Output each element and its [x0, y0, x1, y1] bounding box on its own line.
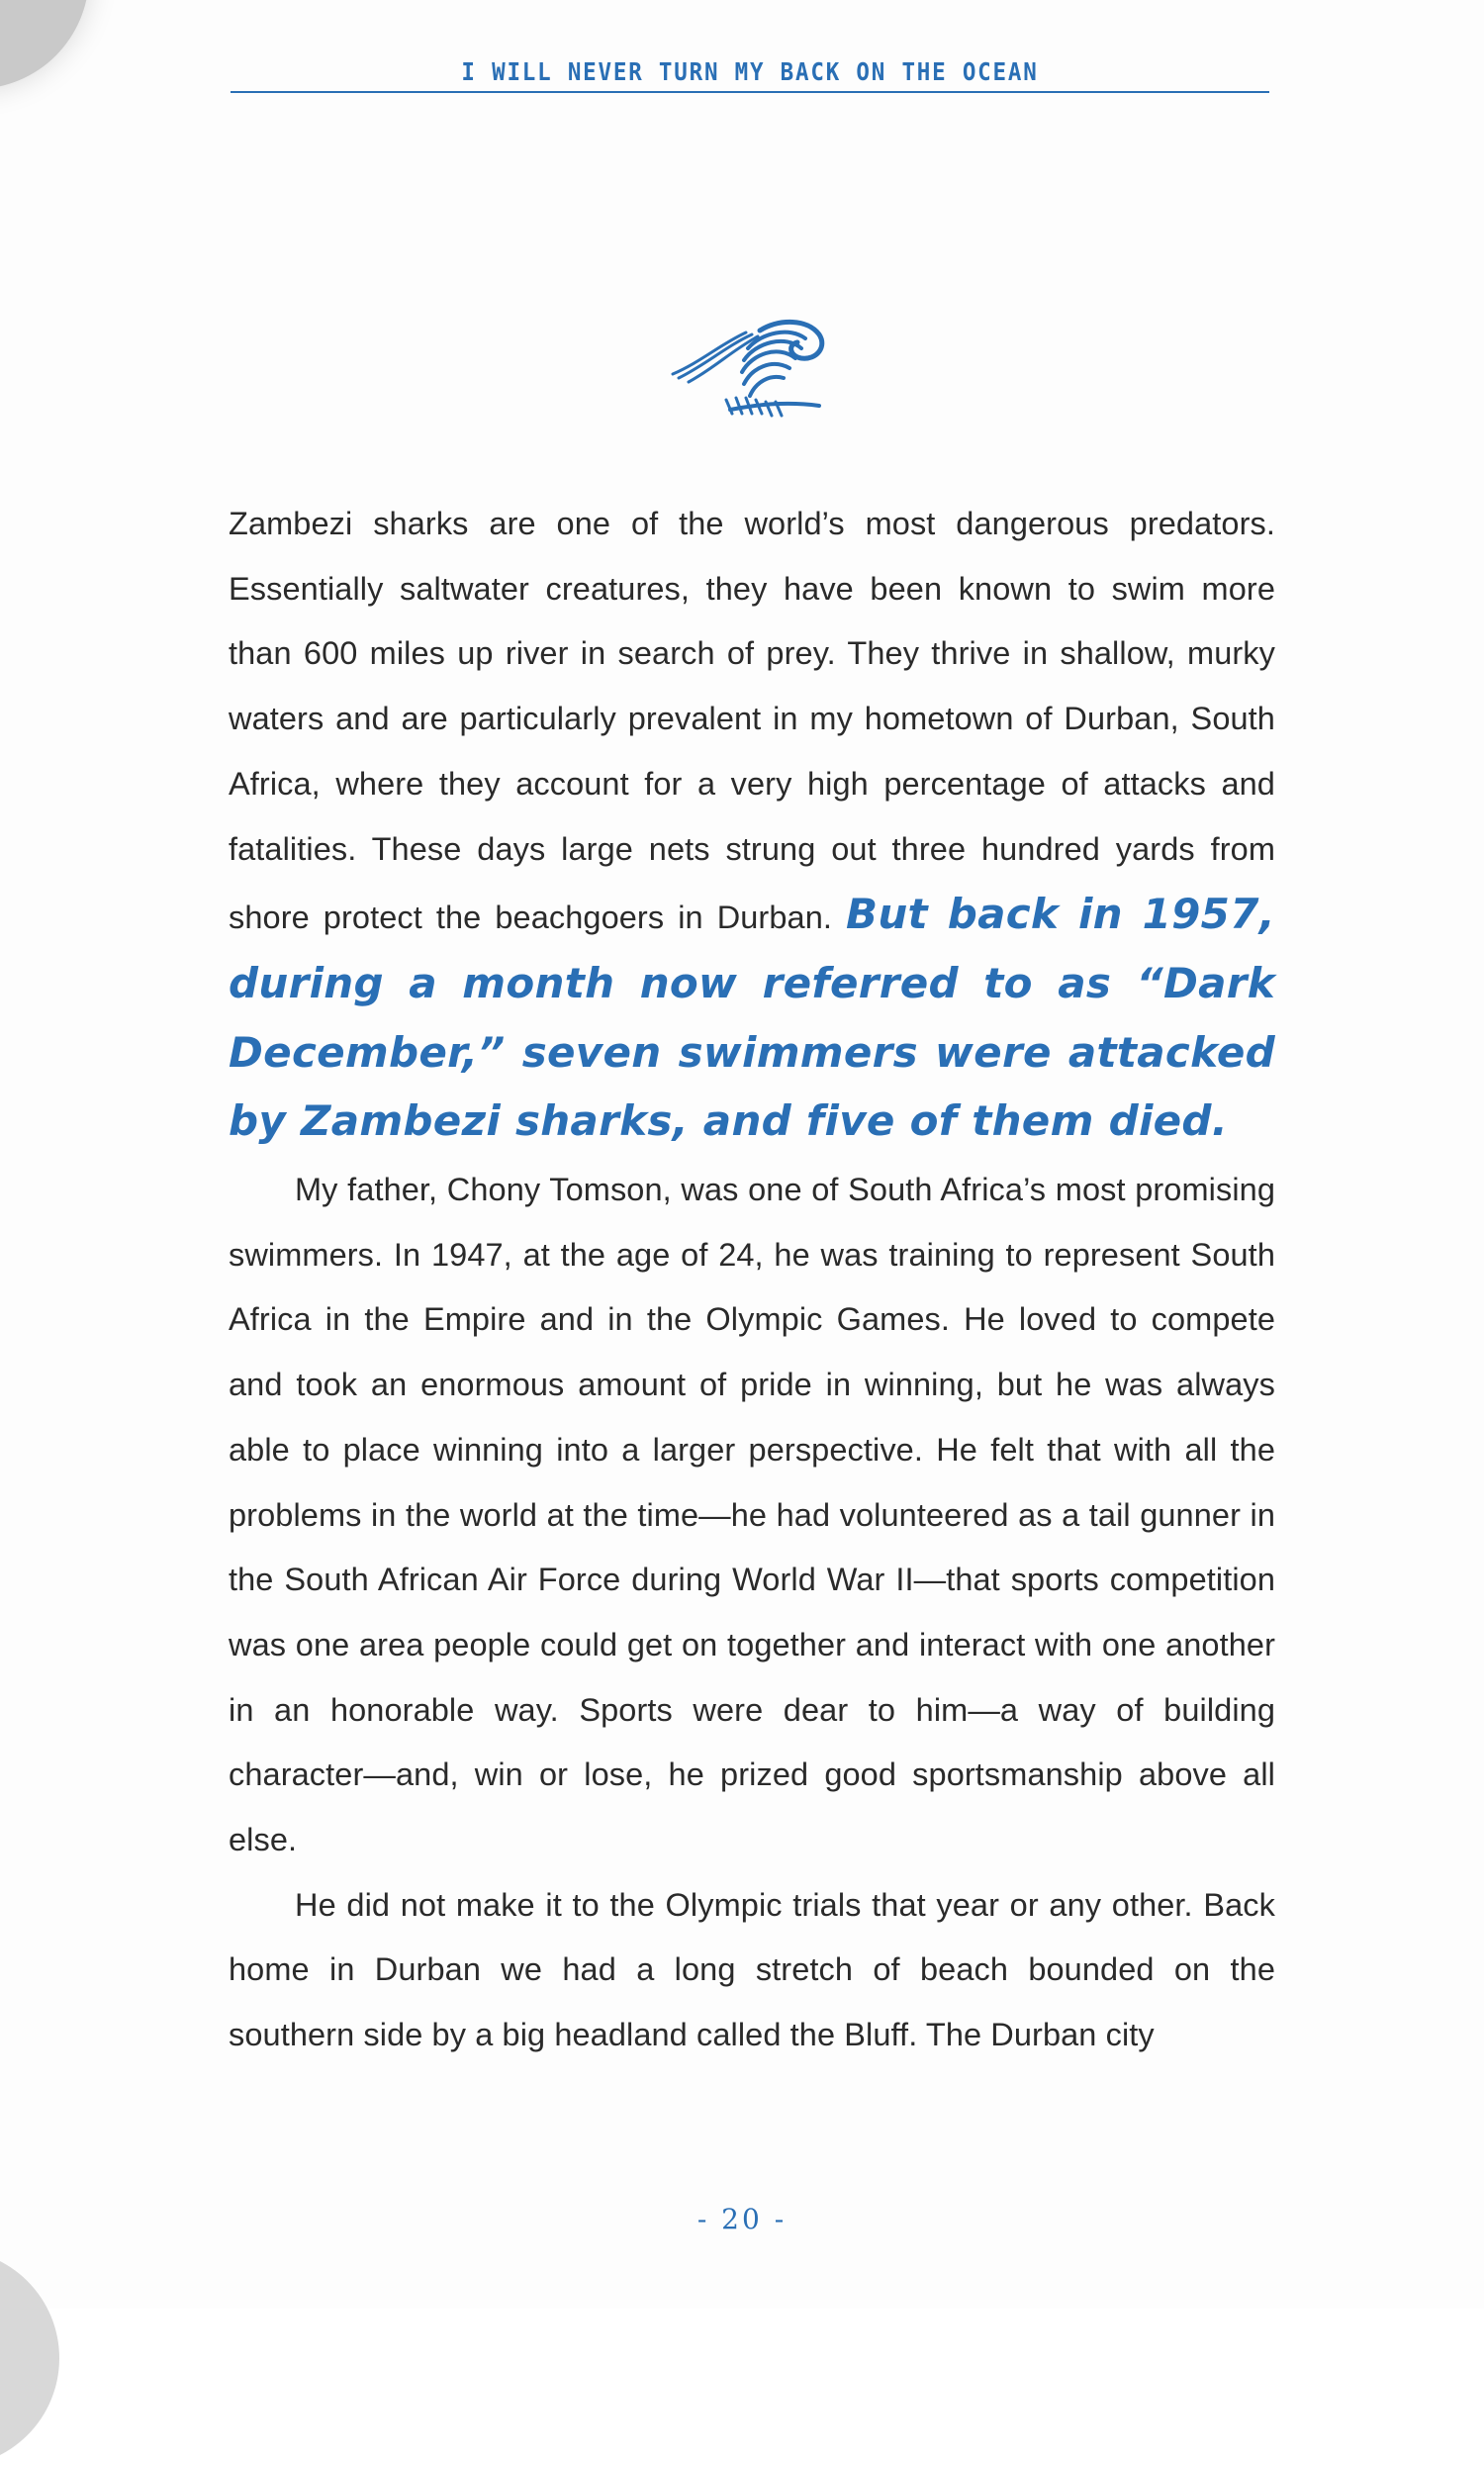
- wave-icon: [671, 315, 829, 422]
- paragraph-3: He did not make it to the Olympic trials that year or any other. Back home in Durban we had a long stretch of beach bounded on the southern side by a big headland called the Bluff. The Durban city: [229, 1886, 1275, 2053]
- paragraph-1-text: Zambezi sharks are one of the world’s most dangerous predators. Essentially saltwater creatures, they have been known to swim more than 600 miles up river in search of prey. They thrive in shallow, murky waters and are particularly prevalent in my hometown of Durban, South Africa, where they account for a very high percentage of attacks and fatalities. These days large nets strung out three hundred yards from shore protect the beachgoers in Durban.: [229, 506, 1275, 936]
- pull-quote: But back in 1957, during a month now referred to as “Dark December,” seven swimmers were attacked by Zambezi sharks, and five of them died.: [229, 890, 1275, 1146]
- page-corner-shadow: [0, 0, 89, 89]
- body-text: [229, 492, 1275, 2068]
- running-head-rule: [231, 91, 1269, 93]
- paragraph-1: [229, 492, 1275, 1158]
- running-head: I WILL NEVER TURN MY BACK ON THE OCEAN: [461, 57, 1039, 86]
- paragraph-2: My father, Chony Tomson, was one of South Africa’s most promising swimmers. In 1947, at the age of 24, he was training to represent South Africa in the Empire and in the Olympic Games. He loved to compete and took an enormous amount of pride in winning, but he was always able to place winning into a larger perspective. He felt that with all the problems in the world at the time—he had volunteered as a tail gunner in the South African Air Force during World War II—that sports competition was one area people could get on together and interact with one another in an honorable way. Sports were dear to him—a way of building character—and, win or lose, he prized good sportsmanship above all else.: [229, 1172, 1275, 1858]
- page-corner-shadow-bottom: [0, 2249, 59, 2467]
- page-number: - 20 -: [696, 2203, 788, 2235]
